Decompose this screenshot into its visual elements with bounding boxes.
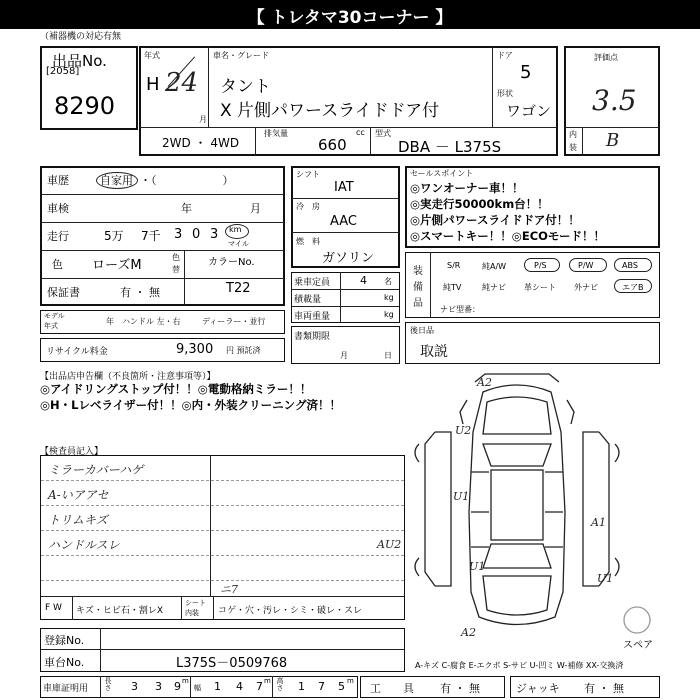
equip-pw: P/W	[578, 261, 594, 270]
fuel-value: ガソリン	[322, 251, 375, 266]
interior-label-1: 内	[569, 130, 577, 139]
inspector-note-2: A-いアアセ	[48, 488, 109, 502]
exhibitor-note-1: ◎アイドリングストップ付！！◎電動格納ミラー！！	[40, 382, 312, 396]
model-year-handle: ハンドル 左・右	[122, 317, 181, 326]
doors-label: ドア	[497, 51, 513, 60]
spare-label: スペア	[623, 640, 653, 651]
chassis-value: L375S－0509768	[176, 656, 288, 671]
doors-value: 5	[520, 62, 532, 83]
dims-height-2: 7	[318, 680, 325, 693]
inspection-label: 車検	[47, 202, 69, 215]
model-code-value: DBA － L375S	[398, 138, 502, 156]
sales-point-3: ◎片側パワースライドドア付！！	[410, 213, 580, 227]
doc-deadline-day: 日	[384, 351, 392, 360]
mileage-d4: 0	[192, 227, 201, 242]
fw-label: F W	[45, 603, 62, 613]
header-title: 【 トレタマ30コーナー 】	[247, 8, 453, 28]
weight-unit: kg	[384, 310, 394, 319]
mileage-km: km	[229, 225, 242, 234]
dims-width-unit: m	[264, 677, 271, 685]
displacement-value: 660	[318, 136, 347, 154]
diagram-mark-u2: U2	[455, 424, 472, 437]
sales-points-label: セールスポイント	[410, 169, 474, 178]
equipment-label-2: 備	[413, 282, 423, 293]
equip-tv: 純TV	[443, 283, 462, 292]
lot-stamp: [2058]	[46, 66, 80, 77]
equipment-label-3: 品	[413, 298, 423, 309]
diagram-mark-a2-top: A2	[477, 376, 492, 389]
dims-width-2: 4	[236, 680, 243, 693]
score-label: 評価点	[594, 53, 618, 62]
inspector-label: 【検査員記入】	[40, 447, 104, 457]
seat-label-2: 内装	[185, 609, 199, 617]
score-value: 3.5	[592, 84, 637, 117]
dims-length-1: 3	[131, 680, 138, 693]
lot-number: 8290	[54, 92, 116, 120]
dims-length-unit: m	[182, 677, 189, 685]
drive-options: 2WD ・ 4WD	[162, 136, 240, 150]
equip-nav: 純ナビ	[482, 283, 506, 292]
equip-aw: 純A/W	[482, 262, 507, 271]
load-label: 積載量	[294, 295, 322, 305]
cutoff-text: （補器機の対応有無	[40, 32, 122, 42]
interior-label-2: 装	[569, 143, 577, 152]
recycle-value: 9,300	[176, 342, 214, 357]
dims-length-3: 9	[174, 680, 181, 693]
rear-items-label: 後日品	[410, 326, 434, 335]
year-month: 月	[199, 115, 207, 124]
tools-label: 工 具	[370, 682, 414, 695]
jack-label: ジャッキ	[516, 682, 560, 695]
color-no-label: カラーNo.	[208, 257, 255, 268]
fuel-label: 燃 料	[296, 237, 320, 246]
mileage-man: 5万	[104, 229, 124, 243]
exhibitor-notes-label: 【出品店申告欄（不良箇所・注意事項等）】	[40, 372, 216, 382]
chassis-label: 車台No.	[44, 656, 85, 669]
displacement-unit: cc	[356, 128, 365, 137]
doc-deadline-month: 月	[340, 351, 348, 360]
lot-label: 出品No.	[52, 52, 107, 70]
inspection-month: 月	[250, 202, 261, 215]
mileage-mile: マイル	[228, 240, 249, 248]
year-era: H	[146, 74, 160, 95]
model-year-label-2: 年式	[44, 322, 58, 330]
dims-length-label: 長さ	[104, 677, 112, 691]
sales-point-1: ◎ワンオーナー車！！	[410, 181, 524, 195]
doc-deadline-label: 書類期限	[294, 332, 331, 342]
seat-label-1: シート	[185, 599, 206, 607]
dims-height-3: 5	[338, 680, 345, 693]
dims-label: 車庫証明用	[43, 684, 89, 694]
ac-label: 冷 房	[296, 202, 320, 211]
sales-point-4: ◎スマートキー！！◎ECOモード！！	[410, 229, 605, 243]
capacity-label: 乗車定員	[294, 278, 331, 288]
history-label: 車歴	[47, 174, 69, 187]
year-label: 年式	[144, 51, 160, 60]
dims-width-label: 幅	[194, 684, 201, 692]
load-unit: kg	[384, 293, 394, 302]
inspector-note-1: ミラーカバーハゲ	[48, 463, 144, 477]
color-swap-2: 替	[172, 265, 180, 274]
shape-value: ワゴン	[506, 102, 552, 120]
model-grade: X 片側パワースライドドア付	[220, 101, 440, 121]
dims-width-3: 7	[256, 680, 263, 693]
equipment-label-1: 装	[413, 266, 423, 277]
inspector-note-4: ハンドルスレ	[48, 538, 120, 552]
warranty-value: 有 ・ 無	[120, 286, 160, 299]
equip-airbag: エアB	[622, 283, 644, 292]
diagram-mark-a1: A1	[591, 516, 606, 529]
diagram-mark-a2-bottom: A2	[461, 626, 476, 639]
model-year-dealer: ディーラー・並行	[202, 317, 266, 326]
dims-width-1: 1	[214, 680, 221, 693]
tools-value: 有 ・ 無	[440, 682, 480, 695]
color-swap-1: 色	[172, 253, 180, 262]
recycle-unit: 円 預託済	[226, 346, 261, 355]
jack-value: 有 ・ 無	[584, 682, 624, 695]
inspector-note-3: トリムキズ	[48, 513, 108, 527]
rear-items-value: 取説	[420, 344, 448, 360]
inspector-fw-mark: ニ7	[220, 583, 238, 596]
shift-value: IAT	[334, 180, 354, 195]
dims-height-1: 1	[298, 680, 305, 693]
dims-height-unit: m	[347, 677, 354, 685]
mileage-label: 走行	[47, 230, 69, 243]
displacement-label: 排気量	[264, 129, 288, 138]
warranty-label: 保証書	[47, 286, 80, 299]
inspection-year: 年	[181, 202, 192, 215]
capacity-value: 4	[360, 274, 367, 287]
sales-point-2: ◎実走行50000km台！！	[410, 197, 549, 211]
equip-abs: ABS	[622, 261, 638, 270]
equip-nav-model: ナビ型番：	[440, 305, 480, 314]
fw-value: キズ・ヒビ石・割レX	[76, 606, 163, 616]
equip-leather: 革シート	[524, 283, 556, 292]
color-value: ローズM	[92, 258, 142, 273]
car-damage-diagram	[377, 372, 675, 652]
dims-length-2: 3	[155, 680, 162, 693]
shift-label: シフト	[296, 170, 320, 179]
model-year-label-1: モデル	[44, 312, 65, 320]
registration-label: 登録No.	[44, 634, 85, 647]
interior-value: B	[606, 130, 620, 151]
model-code-label: 型式	[375, 129, 391, 138]
equip-ps: P/S	[534, 261, 547, 270]
mileage-d5: 3	[210, 227, 219, 242]
dims-height-label: 高さ	[276, 677, 284, 691]
color-label: 色	[52, 258, 63, 271]
weight-label: 車両重量	[294, 312, 331, 322]
recycle-label: リサイクル料金	[46, 347, 108, 357]
model-label: 車名・グレード	[213, 51, 269, 60]
mileage-d3: 3	[174, 227, 183, 242]
model-year-year: 年	[106, 317, 114, 326]
exhibitor-note-2: ◎H・Lレベライザー付！！◎内・外装クリーニング済！！	[40, 398, 341, 412]
mileage-sen: 7千	[141, 229, 161, 243]
damage-legend: A-キズ C-腐食 E-エクボ S-サビ U-凹ミ W-補修 XX-交換済	[415, 661, 624, 670]
color-no-value: T22	[226, 281, 251, 296]
capacity-unit: 名	[384, 277, 392, 286]
equip-ext-nav: 外ナビ	[574, 283, 598, 292]
model-name: タント	[220, 77, 271, 97]
seat-value: コゲ・穴・汚レ・シミ・破レ・スレ	[218, 606, 363, 616]
diagram-mark-u1-right: U1	[597, 572, 614, 585]
year-value: 24	[165, 68, 199, 98]
history-value: 自家用	[100, 174, 133, 187]
diagram-mark-au2: AU2	[377, 538, 402, 551]
history-rest: ・（ ）	[140, 174, 234, 187]
equip-sr: S/R	[447, 261, 461, 270]
diagram-mark-u1-left: U1	[453, 490, 470, 503]
shape-label: 形状	[497, 89, 513, 98]
ac-value: AAC	[330, 214, 357, 229]
diagram-mark-u1-bottom: U1	[469, 560, 486, 573]
